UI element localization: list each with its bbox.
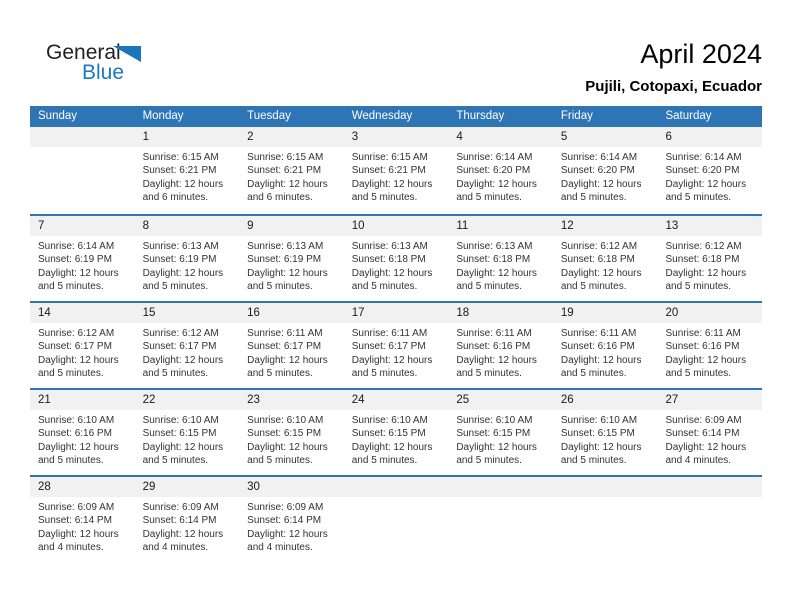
sunset-text: Sunset: 6:21 PM <box>247 165 322 177</box>
day-number: 9 <box>239 216 344 236</box>
sunrise-text: Sunrise: 6:11 AM <box>247 328 323 339</box>
logo-text-general: General <box>46 41 121 64</box>
sunset-text: Sunset: 6:17 PM <box>351 341 426 353</box>
sunset-text: Sunset: 6:21 PM <box>351 165 426 177</box>
sunrise-text: Sunrise: 6:12 AM <box>38 328 115 339</box>
daylight-text: Daylight: 12 hours and 5 minutes. <box>247 267 328 293</box>
daylight-text: Daylight: 12 hours and 4 minutes. <box>142 528 224 554</box>
daylight-text: Daylight: 12 hours and 5 minutes. <box>456 441 537 467</box>
day-number <box>344 477 449 497</box>
sunset-text: Sunset: 6:21 PM <box>142 165 217 177</box>
daylight-text: Daylight: 12 hours and 5 minutes. <box>560 178 642 204</box>
sunset-text: Sunset: 6:19 PM <box>247 254 322 266</box>
sunrise-text: Sunrise: 6:09 AM <box>247 502 324 513</box>
day-cell <box>135 477 240 562</box>
day-cell <box>344 390 449 475</box>
sunset-text: Sunset: 6:16 PM <box>665 341 740 353</box>
day-number: 21 <box>30 390 135 410</box>
daylight-text: Daylight: 12 hours and 5 minutes. <box>665 178 747 204</box>
week-row <box>30 214 762 301</box>
daylight-text: Daylight: 12 hours and 5 minutes. <box>247 441 328 467</box>
sunrise-text: Sunrise: 6:14 AM <box>38 241 115 252</box>
daylight-text: Daylight: 12 hours and 4 minutes. <box>665 441 747 467</box>
day-cell <box>239 127 344 214</box>
day-number: 28 <box>30 477 135 497</box>
sunset-text: Sunset: 6:15 PM <box>456 428 531 440</box>
day-number <box>448 477 553 497</box>
week-row <box>30 475 762 562</box>
sunrise-text: Sunrise: 6:10 AM <box>351 415 428 426</box>
day-cell <box>344 216 449 301</box>
sunrise-text: Sunrise: 6:14 AM <box>456 152 533 163</box>
weekday-header-sunday: Sunday <box>38 110 78 122</box>
daylight-text: Daylight: 12 hours and 5 minutes. <box>142 267 224 293</box>
title-block <box>585 38 762 96</box>
day-number: 13 <box>657 216 762 236</box>
daylight-text: Daylight: 12 hours and 5 minutes. <box>38 267 119 293</box>
sunrise-text: Sunrise: 6:10 AM <box>456 415 533 426</box>
empty-day-cell <box>30 127 135 214</box>
day-cell <box>135 303 240 388</box>
day-number: 12 <box>553 216 658 236</box>
day-cell <box>344 127 449 214</box>
daylight-text: Daylight: 12 hours and 5 minutes. <box>142 441 224 467</box>
daylight-text: Daylight: 12 hours and 5 minutes. <box>247 354 328 380</box>
week-row <box>30 127 762 214</box>
daylight-text: Daylight: 12 hours and 5 minutes. <box>456 354 537 380</box>
sunrise-text: Sunrise: 6:14 AM <box>560 152 638 163</box>
day-cell <box>448 390 553 475</box>
daylight-text: Daylight: 12 hours and 4 minutes. <box>38 528 119 554</box>
sunrise-text: Sunrise: 6:15 AM <box>351 152 428 163</box>
sunrise-text: Sunrise: 6:12 AM <box>142 328 219 339</box>
day-cell <box>553 216 658 301</box>
sunset-text: Sunset: 6:19 PM <box>142 254 217 266</box>
day-number: 10 <box>344 216 449 236</box>
weekday-header-tuesday: Tuesday <box>247 110 291 122</box>
sunrise-text: Sunrise: 6:09 AM <box>38 502 115 513</box>
daylight-text: Daylight: 12 hours and 5 minutes. <box>560 267 642 293</box>
day-cell <box>30 390 135 475</box>
day-cell <box>553 127 658 214</box>
sunrise-text: Sunrise: 6:15 AM <box>247 152 324 163</box>
day-number <box>553 477 658 497</box>
daylight-text: Daylight: 12 hours and 5 minutes. <box>38 441 119 467</box>
sunrise-text: Sunrise: 6:13 AM <box>351 241 428 252</box>
day-cell <box>344 303 449 388</box>
day-number: 1 <box>135 127 240 147</box>
sunset-text: Sunset: 6:16 PM <box>38 428 112 440</box>
day-number: 4 <box>448 127 553 147</box>
sunset-text: Sunset: 6:18 PM <box>560 254 635 266</box>
sunrise-text: Sunrise: 6:12 AM <box>560 241 638 252</box>
day-cell <box>448 216 553 301</box>
sunset-text: Sunset: 6:20 PM <box>560 165 635 177</box>
calendar-grid <box>30 127 762 562</box>
sunrise-text: Sunrise: 6:13 AM <box>142 241 219 252</box>
sunset-text: Sunset: 6:16 PM <box>456 341 531 353</box>
daylight-text: Daylight: 12 hours and 6 minutes. <box>142 178 224 204</box>
sunset-text: Sunset: 6:20 PM <box>456 165 531 177</box>
day-number: 5 <box>553 127 658 147</box>
week-row <box>30 301 762 388</box>
empty-day-cell <box>657 477 762 562</box>
empty-day-cell <box>344 477 449 562</box>
sunset-text: Sunset: 6:15 PM <box>247 428 322 440</box>
sunset-text: Sunset: 6:18 PM <box>351 254 426 266</box>
empty-day-cell <box>553 477 658 562</box>
sunrise-text: Sunrise: 6:10 AM <box>560 415 638 426</box>
day-cell <box>135 390 240 475</box>
sunset-text: Sunset: 6:17 PM <box>38 341 112 353</box>
sunrise-text: Sunrise: 6:10 AM <box>142 415 219 426</box>
daylight-text: Daylight: 12 hours and 5 minutes. <box>665 354 747 380</box>
daylight-text: Daylight: 12 hours and 5 minutes. <box>456 178 537 204</box>
daylight-text: Daylight: 12 hours and 6 minutes. <box>247 178 328 204</box>
day-cell <box>657 216 762 301</box>
logo-text-blue: Blue <box>82 61 125 84</box>
sunrise-text: Sunrise: 6:14 AM <box>665 152 742 163</box>
day-number: 24 <box>344 390 449 410</box>
sunrise-text: Sunrise: 6:13 AM <box>456 241 533 252</box>
daylight-text: Daylight: 12 hours and 5 minutes. <box>665 267 747 293</box>
day-number: 29 <box>135 477 240 497</box>
sunset-text: Sunset: 6:14 PM <box>142 515 217 527</box>
day-number: 20 <box>657 303 762 323</box>
sunset-text: Sunset: 6:15 PM <box>560 428 635 440</box>
day-cell <box>657 390 762 475</box>
day-cell <box>657 303 762 388</box>
weekday-header-friday: Friday <box>560 110 593 122</box>
day-number: 8 <box>135 216 240 236</box>
page-title: April 2024 <box>640 39 762 69</box>
day-number: 6 <box>657 127 762 147</box>
day-cell <box>553 390 658 475</box>
sunset-text: Sunset: 6:20 PM <box>665 165 740 177</box>
empty-day-cell <box>448 477 553 562</box>
sunrise-text: Sunrise: 6:11 AM <box>456 328 532 339</box>
weekday-header-wednesday: Wednesday <box>351 110 413 122</box>
day-number <box>657 477 762 497</box>
day-number: 18 <box>448 303 553 323</box>
day-number: 3 <box>344 127 449 147</box>
day-cell <box>448 127 553 214</box>
daylight-text: Daylight: 12 hours and 5 minutes. <box>142 354 224 380</box>
day-number: 17 <box>344 303 449 323</box>
day-number: 14 <box>30 303 135 323</box>
sunset-text: Sunset: 6:17 PM <box>247 341 322 353</box>
weekday-header-thursday: Thursday <box>456 110 505 122</box>
weekday-header-row <box>30 106 762 127</box>
sunset-text: Sunset: 6:17 PM <box>142 341 217 353</box>
sunrise-text: Sunrise: 6:11 AM <box>351 328 428 339</box>
sunrise-text: Sunrise: 6:13 AM <box>247 241 324 252</box>
sunrise-text: Sunrise: 6:10 AM <box>247 415 324 426</box>
day-cell <box>30 216 135 301</box>
sunrise-text: Sunrise: 6:12 AM <box>665 241 742 252</box>
sunrise-text: Sunrise: 6:15 AM <box>142 152 219 163</box>
sunset-text: Sunset: 6:18 PM <box>456 254 531 266</box>
weekday-header-monday: Monday <box>142 110 184 122</box>
daylight-text: Daylight: 12 hours and 5 minutes. <box>351 441 433 467</box>
day-cell <box>239 390 344 475</box>
daylight-text: Daylight: 12 hours and 5 minutes. <box>351 354 433 380</box>
day-number: 22 <box>135 390 240 410</box>
sunset-text: Sunset: 6:14 PM <box>38 515 112 527</box>
page-subtitle: Pujili, Cotopaxi, Ecuador <box>585 78 762 95</box>
daylight-text: Daylight: 12 hours and 5 minutes. <box>560 441 642 467</box>
weekday-header-saturday: Saturday <box>665 110 712 122</box>
week-row <box>30 388 762 475</box>
daylight-text: Daylight: 12 hours and 5 minutes. <box>351 178 433 204</box>
sunset-text: Sunset: 6:14 PM <box>247 515 322 527</box>
day-number: 2 <box>239 127 344 147</box>
day-number: 19 <box>553 303 658 323</box>
day-cell <box>30 303 135 388</box>
daylight-text: Daylight: 12 hours and 4 minutes. <box>247 528 328 554</box>
sunset-text: Sunset: 6:19 PM <box>38 254 112 266</box>
daylight-text: Daylight: 12 hours and 5 minutes. <box>456 267 537 293</box>
day-number <box>30 127 135 147</box>
day-number: 7 <box>30 216 135 236</box>
day-number: 27 <box>657 390 762 410</box>
sunset-text: Sunset: 6:14 PM <box>665 428 740 440</box>
day-cell <box>135 127 240 214</box>
sunset-text: Sunset: 6:15 PM <box>142 428 217 440</box>
calendar-table <box>30 106 762 562</box>
day-number: 15 <box>135 303 240 323</box>
sunset-text: Sunset: 6:18 PM <box>665 254 740 266</box>
day-cell <box>135 216 240 301</box>
sunset-text: Sunset: 6:16 PM <box>560 341 635 353</box>
day-number: 25 <box>448 390 553 410</box>
day-cell <box>553 303 658 388</box>
general-blue-logo <box>46 42 156 88</box>
day-cell <box>30 477 135 562</box>
daylight-text: Daylight: 12 hours and 5 minutes. <box>38 354 119 380</box>
sunrise-text: Sunrise: 6:10 AM <box>38 415 115 426</box>
daylight-text: Daylight: 12 hours and 5 minutes. <box>560 354 642 380</box>
day-number: 16 <box>239 303 344 323</box>
day-number: 26 <box>553 390 658 410</box>
sunrise-text: Sunrise: 6:09 AM <box>142 502 219 513</box>
day-cell <box>239 477 344 562</box>
sunrise-text: Sunrise: 6:11 AM <box>665 328 741 339</box>
sunrise-text: Sunrise: 6:09 AM <box>665 415 742 426</box>
day-cell <box>239 303 344 388</box>
daylight-text: Daylight: 12 hours and 5 minutes. <box>351 267 433 293</box>
day-number: 30 <box>239 477 344 497</box>
day-number: 11 <box>448 216 553 236</box>
day-cell <box>448 303 553 388</box>
day-number: 23 <box>239 390 344 410</box>
day-cell <box>657 127 762 214</box>
sunset-text: Sunset: 6:15 PM <box>351 428 426 440</box>
day-cell <box>239 216 344 301</box>
sunrise-text: Sunrise: 6:11 AM <box>560 328 637 339</box>
